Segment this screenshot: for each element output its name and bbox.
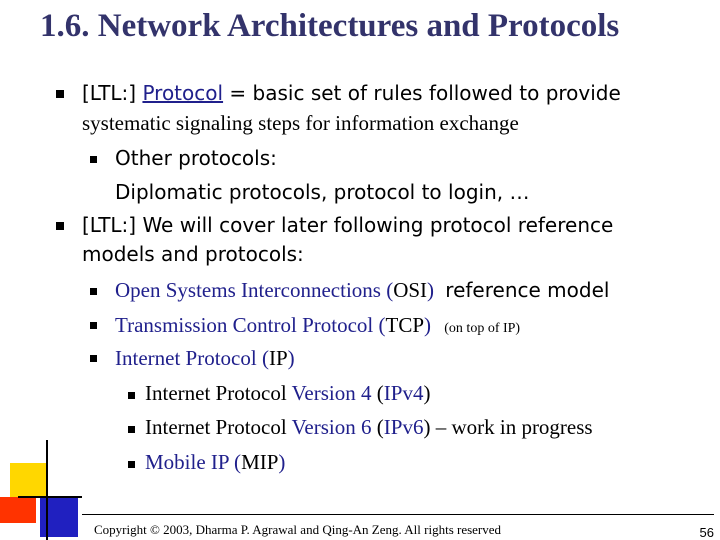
ipv6-part-c: (: [371, 415, 384, 439]
other-protocols-line-1: Other protocols:: [115, 146, 277, 170]
osi-name: Open Systems Interconnections (: [115, 278, 394, 302]
decor-horizontal-line: [18, 496, 82, 498]
mip-abbr: MIP: [241, 450, 279, 474]
page-number: 56: [699, 525, 714, 540]
bullet-icon: [56, 90, 64, 98]
decor-red-block: [0, 497, 36, 523]
mip-item: [145, 449, 285, 475]
sub-bullet-icon: [90, 355, 97, 362]
sub-bullet-icon: [90, 288, 97, 295]
bullet-1-rest: = basic set of rules followed to provide: [223, 81, 621, 105]
copyright-footer: Copyright © 2003, Dharma P. Agrawal and Qing-An Zeng. All rights reserved: [94, 522, 502, 537]
sub-bullet-icon: [90, 322, 97, 329]
ip-abbr: IP: [268, 346, 288, 370]
bullet-2-line-1: [LTL:] We will cover later following protocol reference: [82, 213, 614, 237]
ipv4-abbr: IPv4: [383, 381, 424, 405]
bullet-icon: [56, 222, 64, 230]
bullet-1-line-2: systematic signaling steps for information exchange: [82, 111, 519, 135]
tcp-name: Transmission Control Protocol (: [115, 313, 386, 337]
tcp-note: (on top of IP): [444, 321, 521, 336]
osi-abbr: OSI: [393, 278, 428, 302]
mip-part-c: ): [278, 450, 286, 474]
other-protocols-line-2: Diplomatic protocols, protocol to login, …: [115, 180, 530, 204]
sub-bullet-icon: [90, 156, 97, 163]
slide-title: 1.6. Network Architectures and Protocols: [40, 8, 620, 44]
ipv6-version: Version 6: [291, 415, 372, 439]
osi-suffix: reference model: [445, 278, 610, 302]
ipv4-part-c: (: [371, 381, 384, 405]
decor-vertical-line: [46, 440, 48, 540]
ipv6-part-e: ) – work in progress: [423, 415, 593, 439]
ipv6-abbr: IPv6: [383, 415, 424, 439]
mip-part-a: Mobile IP (: [145, 450, 242, 474]
sub-sub-bullet-icon: [128, 426, 135, 433]
sub-sub-bullet-icon: [128, 392, 135, 399]
tcp-close: ): [424, 313, 432, 337]
tcp-item: [115, 312, 520, 342]
protocol-term: Protocol: [142, 81, 224, 105]
ipv6-part-a: Internet Protocol: [145, 415, 292, 439]
tcp-abbr: TCP: [385, 313, 425, 337]
ipv4-version: Version 4: [291, 381, 372, 405]
bullet-1-prefix: [LTL:]: [82, 81, 143, 105]
ip-name: Internet Protocol (: [115, 346, 269, 370]
bullet-1-line-1: [82, 80, 621, 106]
osi-item: [115, 277, 609, 303]
osi-close: ): [427, 278, 435, 302]
ipv4-part-e: ): [423, 381, 431, 405]
sub-sub-bullet-icon: [128, 461, 135, 468]
decor-yellow-block: [10, 463, 46, 497]
ip-item: [115, 345, 295, 371]
ipv6-item: [145, 414, 593, 440]
ipv4-part-a: Internet Protocol: [145, 381, 292, 405]
bullet-2-line-2: models and protocols:: [82, 242, 304, 266]
footer-divider: [82, 514, 714, 515]
ip-close: ): [287, 346, 295, 370]
ipv4-item: [145, 380, 430, 406]
